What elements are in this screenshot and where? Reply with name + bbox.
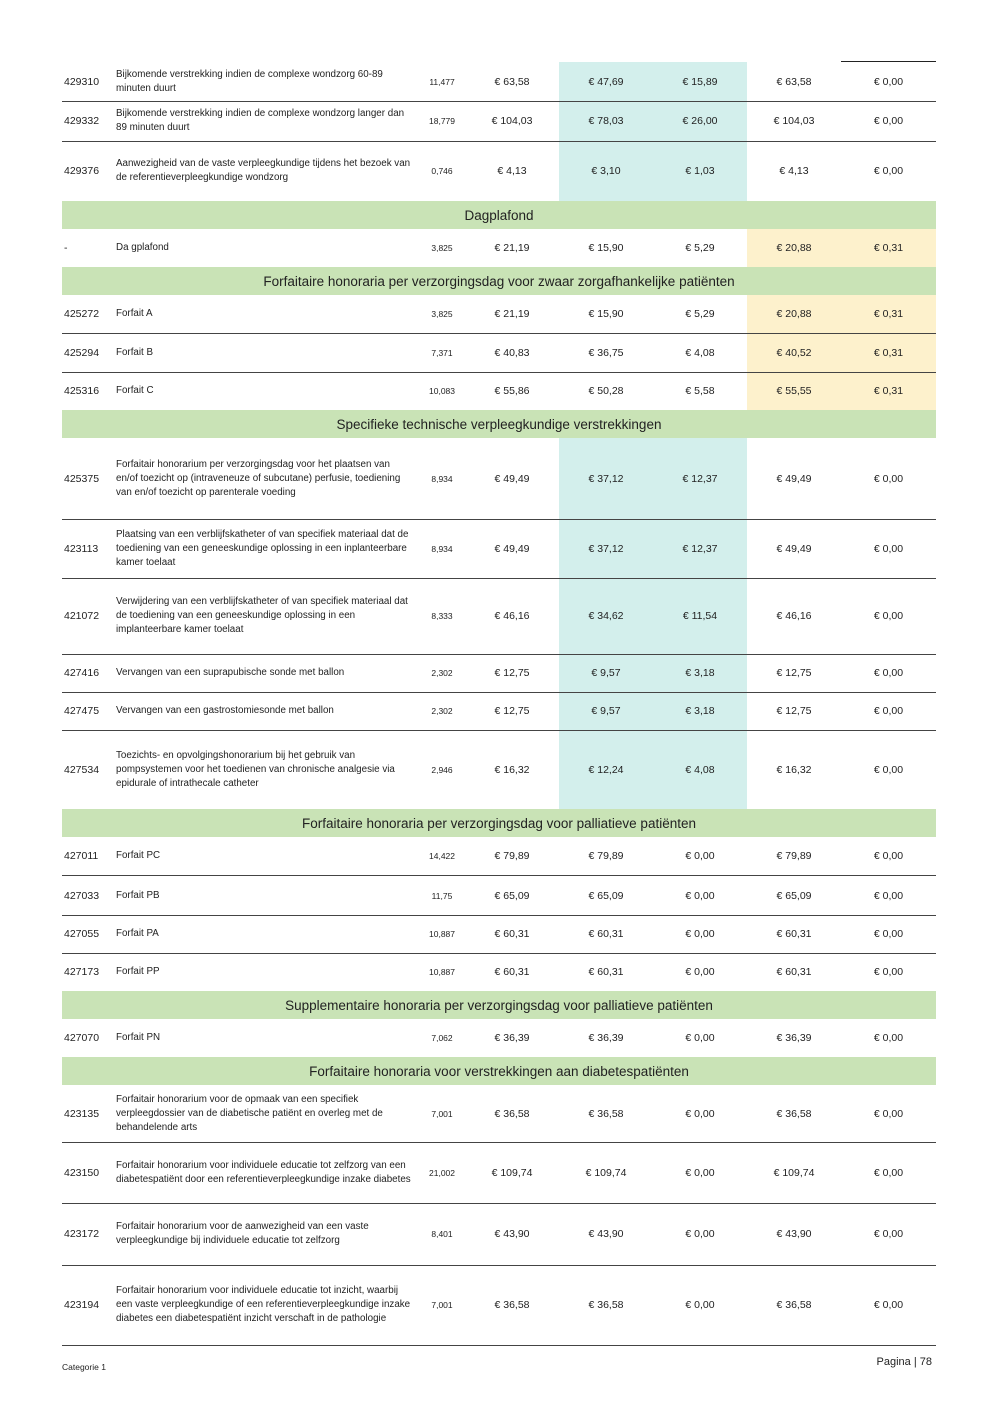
- description-cell: Forfaitair honorarium voor individuele educatie tot zelfzorg van een diabetespatiënt door een referentieverpleegkundige inzake diabetes: [116, 1159, 411, 1185]
- fee-col-4-cell: € 79,89: [776, 850, 812, 862]
- section-header: Specifieke technische verpleegkundige verstrekkingen: [62, 410, 936, 438]
- table-row: [62, 438, 936, 520]
- nomenclature-code-cell: 423113: [64, 542, 99, 555]
- fee-total-cell: € 109,74: [491, 1166, 533, 1179]
- description-cell: Forfait C: [116, 385, 154, 396]
- fee-col-5-cell: € 0,00: [873, 610, 904, 622]
- fee-col-4-cell: € 60,31: [776, 928, 812, 940]
- description-cell: Forfait PA: [116, 928, 159, 939]
- nomenclature-code-cell: 427011: [64, 850, 99, 862]
- table-row: [62, 334, 936, 373]
- section-header: Forfaitaire honoraria voor verstrekkingen aan diabetespatiënten: [62, 1057, 936, 1085]
- table-row: [62, 1085, 936, 1143]
- coefficient-cell: 7,001: [431, 1108, 453, 1119]
- nomenclature-code-cell: 423172: [64, 1228, 100, 1240]
- fee-total-cell: € 46,16: [494, 610, 530, 622]
- fee-patient-cell: € 12,37: [682, 542, 718, 555]
- fee-insurance-cell: € 36,39: [588, 1032, 624, 1044]
- fee-total-cell: € 60,31: [494, 928, 530, 940]
- fee-patient-cell: € 3,18: [685, 705, 715, 717]
- fee-col-4-cell: € 65,09: [776, 889, 812, 902]
- fee-patient-cell: € 12,37: [682, 472, 718, 485]
- fee-col-4-cell: € 55,55: [776, 385, 812, 397]
- fee-col-5-cell: € 0,31: [873, 385, 904, 397]
- table-row: [62, 62, 936, 102]
- fee-col-4-cell: € 46,16: [776, 610, 812, 622]
- coefficient-cell: 2,302: [431, 668, 453, 678]
- fee-patient-cell: € 0,00: [685, 1166, 715, 1179]
- fee-col-5-cell: € 0,31: [873, 308, 904, 320]
- fee-patient-cell: € 3,18: [685, 667, 715, 679]
- fee-col-4-cell: € 49,49: [776, 472, 812, 485]
- fee-col-4-cell: € 36,58: [776, 1299, 812, 1311]
- fee-col-5-cell: € 0,00: [873, 889, 904, 902]
- fee-insurance-cell: € 9,57: [591, 667, 621, 679]
- coefficient-cell: 0,746: [431, 165, 453, 176]
- table-row: [62, 519, 936, 579]
- fee-insurance-cell: € 3,10: [591, 164, 621, 177]
- fee-col-4-cell: € 40,52: [776, 347, 812, 359]
- fee-patient-cell: € 5,58: [685, 385, 715, 397]
- fee-col-4-cell: € 4,13: [779, 164, 809, 177]
- fee-patient-cell: € 26,00: [682, 115, 718, 127]
- fee-col-5-cell: € 0,00: [873, 164, 904, 177]
- fee-col-4-cell: € 12,75: [776, 667, 812, 679]
- table-row: [62, 731, 936, 810]
- fee-col-5-cell: € 0,00: [873, 1228, 904, 1240]
- fee-col-4-cell: € 16,32: [776, 764, 812, 776]
- fee-col-5-cell: € 0,00: [873, 850, 904, 862]
- fee-insurance-cell: € 36,58: [588, 1299, 624, 1311]
- description-cell: Forfait PB: [116, 889, 160, 901]
- section-header: Forfaitaire honoraria per verzorgingsdag voor palliatieve patiënten: [62, 809, 936, 837]
- description-cell: Forfait B: [116, 347, 154, 358]
- fee-total-cell: € 65,09: [494, 889, 530, 902]
- fee-insurance-cell: € 43,90: [588, 1228, 624, 1240]
- fee-patient-cell: € 0,00: [685, 1228, 715, 1240]
- fee-insurance-cell: € 12,24: [588, 764, 624, 776]
- fee-col-4-cell: € 12,75: [776, 705, 812, 717]
- fee-col-5-cell: € 0,00: [873, 1166, 904, 1179]
- nomenclature-code-cell: 429376: [64, 164, 100, 177]
- nomenclature-code-cell: 427534: [64, 764, 100, 776]
- nomenclature-code-cell: 427475: [64, 705, 100, 717]
- fee-insurance-cell: € 65,09: [588, 889, 624, 902]
- fee-patient-cell: € 1,03: [685, 164, 715, 177]
- nomenclature-code-cell: 427055: [64, 928, 100, 940]
- fee-col-5-cell: € 0,00: [873, 667, 904, 679]
- fee-col-5-cell: € 0,00: [873, 542, 904, 555]
- fee-col-5-cell: € 0,00: [873, 928, 904, 940]
- fee-col-4-cell: € 20,88: [776, 308, 812, 320]
- fee-col-4-cell: € 63,58: [776, 75, 812, 88]
- coefficient-cell: 14,422: [429, 851, 455, 861]
- nomenclature-code-cell: 427173: [64, 966, 100, 978]
- fee-total-cell: € 36,58: [494, 1299, 530, 1311]
- fee-total-cell: € 79,89: [494, 850, 530, 862]
- fee-total-cell: € 43,90: [494, 1228, 530, 1240]
- fee-col-5-cell: € 0,00: [873, 472, 904, 485]
- fee-patient-cell: € 5,29: [685, 242, 715, 254]
- table-row: [62, 578, 936, 655]
- fee-col-4-cell: € 36,39: [776, 1032, 812, 1044]
- coefficient-cell: 10,887: [429, 929, 455, 939]
- fee-total-cell: € 63,58: [494, 75, 530, 88]
- nomenclature-code-cell: -: [64, 242, 68, 254]
- fee-insurance-cell: € 47,69: [588, 75, 624, 88]
- fee-total-cell: € 21,19: [494, 242, 530, 254]
- fee-col-5-cell: € 0,00: [873, 75, 904, 88]
- description-cell: Vervangen van een suprapubische sonde met ballon: [116, 667, 345, 678]
- fee-insurance-cell: € 60,31: [588, 966, 624, 978]
- coefficient-cell: 21,002: [429, 1167, 455, 1178]
- fee-col-5-cell: € 0,00: [873, 115, 904, 127]
- table-row: [62, 1019, 936, 1058]
- nomenclature-code-cell: 429310: [64, 75, 100, 88]
- description-cell: Vervangen van een gastrostomiesonde met ballon: [116, 705, 334, 716]
- fee-insurance-cell: € 78,03: [588, 115, 624, 127]
- fee-col-4-cell: € 49,49: [776, 542, 812, 555]
- description-cell: Forfaitair honorarium voor de opmaak van een specifiek verpleegdossier van de diabetische patiënt en overleg met de behandelende arts: [116, 1093, 383, 1133]
- fee-patient-cell: € 5,29: [685, 308, 715, 320]
- fee-insurance-cell: € 36,75: [588, 347, 624, 359]
- coefficient-cell: 7,001: [431, 1300, 453, 1310]
- fee-total-cell: € 36,39: [494, 1032, 530, 1044]
- nomenclature-code-cell: 425375: [64, 472, 100, 485]
- nomenclature-code-cell: 427033: [64, 889, 100, 902]
- fee-patient-cell: € 11,54: [682, 610, 718, 622]
- table-row: [62, 953, 936, 992]
- table-row: [62, 654, 936, 693]
- fee-total-cell: € 12,75: [494, 667, 530, 679]
- coefficient-cell: 8,934: [431, 473, 453, 484]
- description-cell: Da gplafond: [116, 242, 169, 253]
- fee-col-5-cell: € 0,00: [873, 705, 904, 717]
- coefficient-cell: 7,371: [431, 348, 453, 358]
- nomenclature-code-cell: 423135: [64, 1107, 100, 1120]
- coefficient-cell: 11,477: [429, 76, 455, 87]
- nomenclature-code-cell: 423150: [64, 1166, 100, 1179]
- fee-total-cell: € 12,75: [494, 705, 530, 717]
- fee-total-cell: € 40,83: [494, 347, 530, 359]
- coefficient-cell: 10,083: [429, 386, 455, 396]
- fee-insurance-cell: € 109,74: [585, 1166, 627, 1179]
- fee-insurance-cell: € 34,62: [588, 610, 624, 622]
- description-cell: Forfait PC: [116, 850, 161, 861]
- fee-total-cell: € 21,19: [494, 308, 530, 320]
- fee-insurance-cell: € 37,12: [588, 472, 624, 485]
- table-row: [62, 295, 936, 334]
- description-cell: Verwijdering van een verblijfskatheter of van specifiek materiaal dat de toediening van een geneeskundige oplossing in een implanteerbare kamer toelaat: [116, 596, 408, 635]
- fee-patient-cell: € 0,00: [685, 928, 715, 940]
- description-cell: Plaatsing van een verblijfskatheter of van specifiek materiaal dat de toediening van een geneeskundige oplossing in een inplanteerbare kamer toelaat: [116, 528, 409, 568]
- description-cell: Forfait PP: [116, 966, 160, 977]
- nomenclature-code-cell: 425316: [64, 385, 100, 397]
- coefficient-cell: 3,825: [431, 309, 453, 319]
- fee-col-5-cell: € 0,00: [873, 966, 904, 978]
- coefficient-cell: 8,401: [431, 1229, 453, 1239]
- fee-col-5-cell: € 0,00: [873, 1032, 904, 1044]
- table-row: [62, 372, 936, 411]
- coefficient-cell: 11,75: [431, 890, 453, 901]
- fee-total-cell: € 104,03: [491, 115, 533, 127]
- fee-patient-cell: € 0,00: [685, 889, 715, 902]
- fee-insurance-cell: € 9,57: [591, 705, 621, 717]
- fee-insurance-cell: € 79,89: [588, 850, 624, 862]
- description-cell: Forfait A: [116, 308, 153, 319]
- fee-col-4-cell: € 60,31: [776, 966, 812, 978]
- fee-col-4-cell: € 36,58: [776, 1107, 812, 1120]
- coefficient-cell: 8,333: [431, 611, 453, 621]
- table-row: [62, 692, 936, 731]
- fee-insurance-cell: € 60,31: [588, 928, 624, 940]
- description-cell: Forfaitair honorarium voor individuele educatie tot inzicht, waarbij een vaste verpleegkundige of een referentieverpleegkundige inzake diabetes een diabetespatiënt inzicht verschaft in de pathologie: [116, 1285, 411, 1324]
- description-cell: Aanwezigheid van de vaste verpleegkundige tijdens het bezoek van de referentieverpleegkundige wondzorg: [116, 157, 411, 183]
- fee-patient-cell: € 0,00: [685, 1299, 715, 1311]
- fee-patient-cell: € 4,08: [685, 764, 715, 776]
- fee-total-cell: € 36,58: [494, 1107, 530, 1120]
- table-row: [62, 876, 936, 916]
- fee-patient-cell: € 0,00: [685, 966, 715, 978]
- fee-patient-cell: € 0,00: [685, 1107, 715, 1120]
- fee-col-4-cell: € 20,88: [776, 242, 812, 254]
- page-number: Pagina | 78: [876, 1356, 932, 1368]
- fee-total-cell: € 55,86: [494, 385, 530, 397]
- fee-total-cell: € 49,49: [494, 472, 530, 485]
- fee-insurance-cell: € 50,28: [588, 385, 624, 397]
- fee-col-5-cell: € 0,31: [873, 347, 904, 359]
- fee-col-5-cell: € 0,00: [873, 764, 904, 776]
- fee-insurance-cell: € 37,12: [588, 542, 624, 555]
- table-row: [62, 140, 936, 202]
- description-cell: Forfaitair honorarium per verzorgingsdag voor het plaatsen van en/of toezicht op (intraveneuze of subcutane) perfusie, toediening van en/of toezicht op parenterale voeding: [116, 458, 401, 498]
- nomenclature-code-cell: 421072: [64, 610, 100, 622]
- fee-total-cell: € 60,31: [494, 966, 530, 978]
- table-row: [62, 1265, 936, 1346]
- fee-col-5-cell: € 0,31: [873, 242, 904, 254]
- fee-patient-cell: € 0,00: [685, 850, 715, 862]
- nomenclature-code-cell: 425272: [64, 308, 100, 320]
- coefficient-cell: 7,062: [431, 1033, 453, 1043]
- fee-col-4-cell: € 43,90: [776, 1228, 812, 1240]
- fee-patient-cell: € 0,00: [685, 1032, 715, 1044]
- nomenclature-code-cell: 427070: [64, 1032, 100, 1044]
- description-cell: Forfaitair honorarium voor de aanwezigheid van een vaste verpleegkundige bij individuele educatie tot zelfzorg: [116, 1221, 369, 1246]
- nomenclature-code-cell: 425294: [64, 347, 100, 359]
- section-header: Forfaitaire honoraria per verzorgingsdag voor zwaar zorgafhankelijke patiënten: [62, 267, 936, 295]
- coefficient-cell: 2,946: [431, 765, 453, 775]
- description-cell: Bijkomende verstrekking indien de complexe wondzorg langer dan 89 minuten duurt: [116, 108, 405, 133]
- section-header: Dagplafond: [62, 201, 936, 229]
- fee-col-5-cell: € 0,00: [873, 1299, 904, 1311]
- fee-total-cell: € 49,49: [494, 542, 530, 555]
- coefficient-cell: 8,934: [431, 543, 453, 554]
- nomenclature-code-cell: 423194: [64, 1299, 100, 1311]
- fee-col-5-cell: € 0,00: [873, 1107, 904, 1120]
- table-row: [62, 1142, 936, 1204]
- section-header: Supplementaire honoraria per verzorgingsdag voor palliatieve patiënten: [62, 991, 936, 1019]
- fee-patient-cell: € 4,08: [685, 347, 715, 359]
- table-row: [62, 101, 936, 142]
- coefficient-cell: 18,779: [429, 116, 455, 126]
- nomenclature-code-cell: 429332: [64, 115, 100, 127]
- description-cell: Toezichts- en opvolgingshonorarium bij het gebruik van pompsystemen voor het toedienen van chronische analgesie via epidurale of intrathecale catheter: [116, 750, 395, 789]
- fee-insurance-cell: € 36,58: [588, 1107, 624, 1120]
- fee-total-cell: € 4,13: [497, 164, 527, 177]
- description-cell: Bijkomende verstrekking indien de complexe wondzorg 60-89 minuten duurt: [116, 68, 383, 94]
- nomenclature-code-cell: 427416: [64, 667, 100, 679]
- fee-total-cell: € 16,32: [494, 764, 530, 776]
- table-row: [62, 915, 936, 954]
- fee-col-4-cell: € 109,74: [773, 1166, 815, 1179]
- description-cell: Forfait PN: [116, 1032, 161, 1043]
- coefficient-cell: 2,302: [431, 706, 453, 716]
- fee-patient-cell: € 15,89: [682, 75, 718, 88]
- table-row: [62, 837, 936, 876]
- fee-insurance-cell: € 15,90: [588, 308, 624, 320]
- footer-category: Categorie 1: [62, 1362, 106, 1372]
- coefficient-cell: 10,887: [429, 967, 455, 977]
- fee-col-4-cell: € 104,03: [773, 115, 815, 127]
- coefficient-cell: 3,825: [431, 243, 453, 253]
- fee-insurance-cell: € 15,90: [588, 242, 624, 254]
- table-row: [62, 229, 936, 268]
- table-row: [62, 1203, 936, 1266]
